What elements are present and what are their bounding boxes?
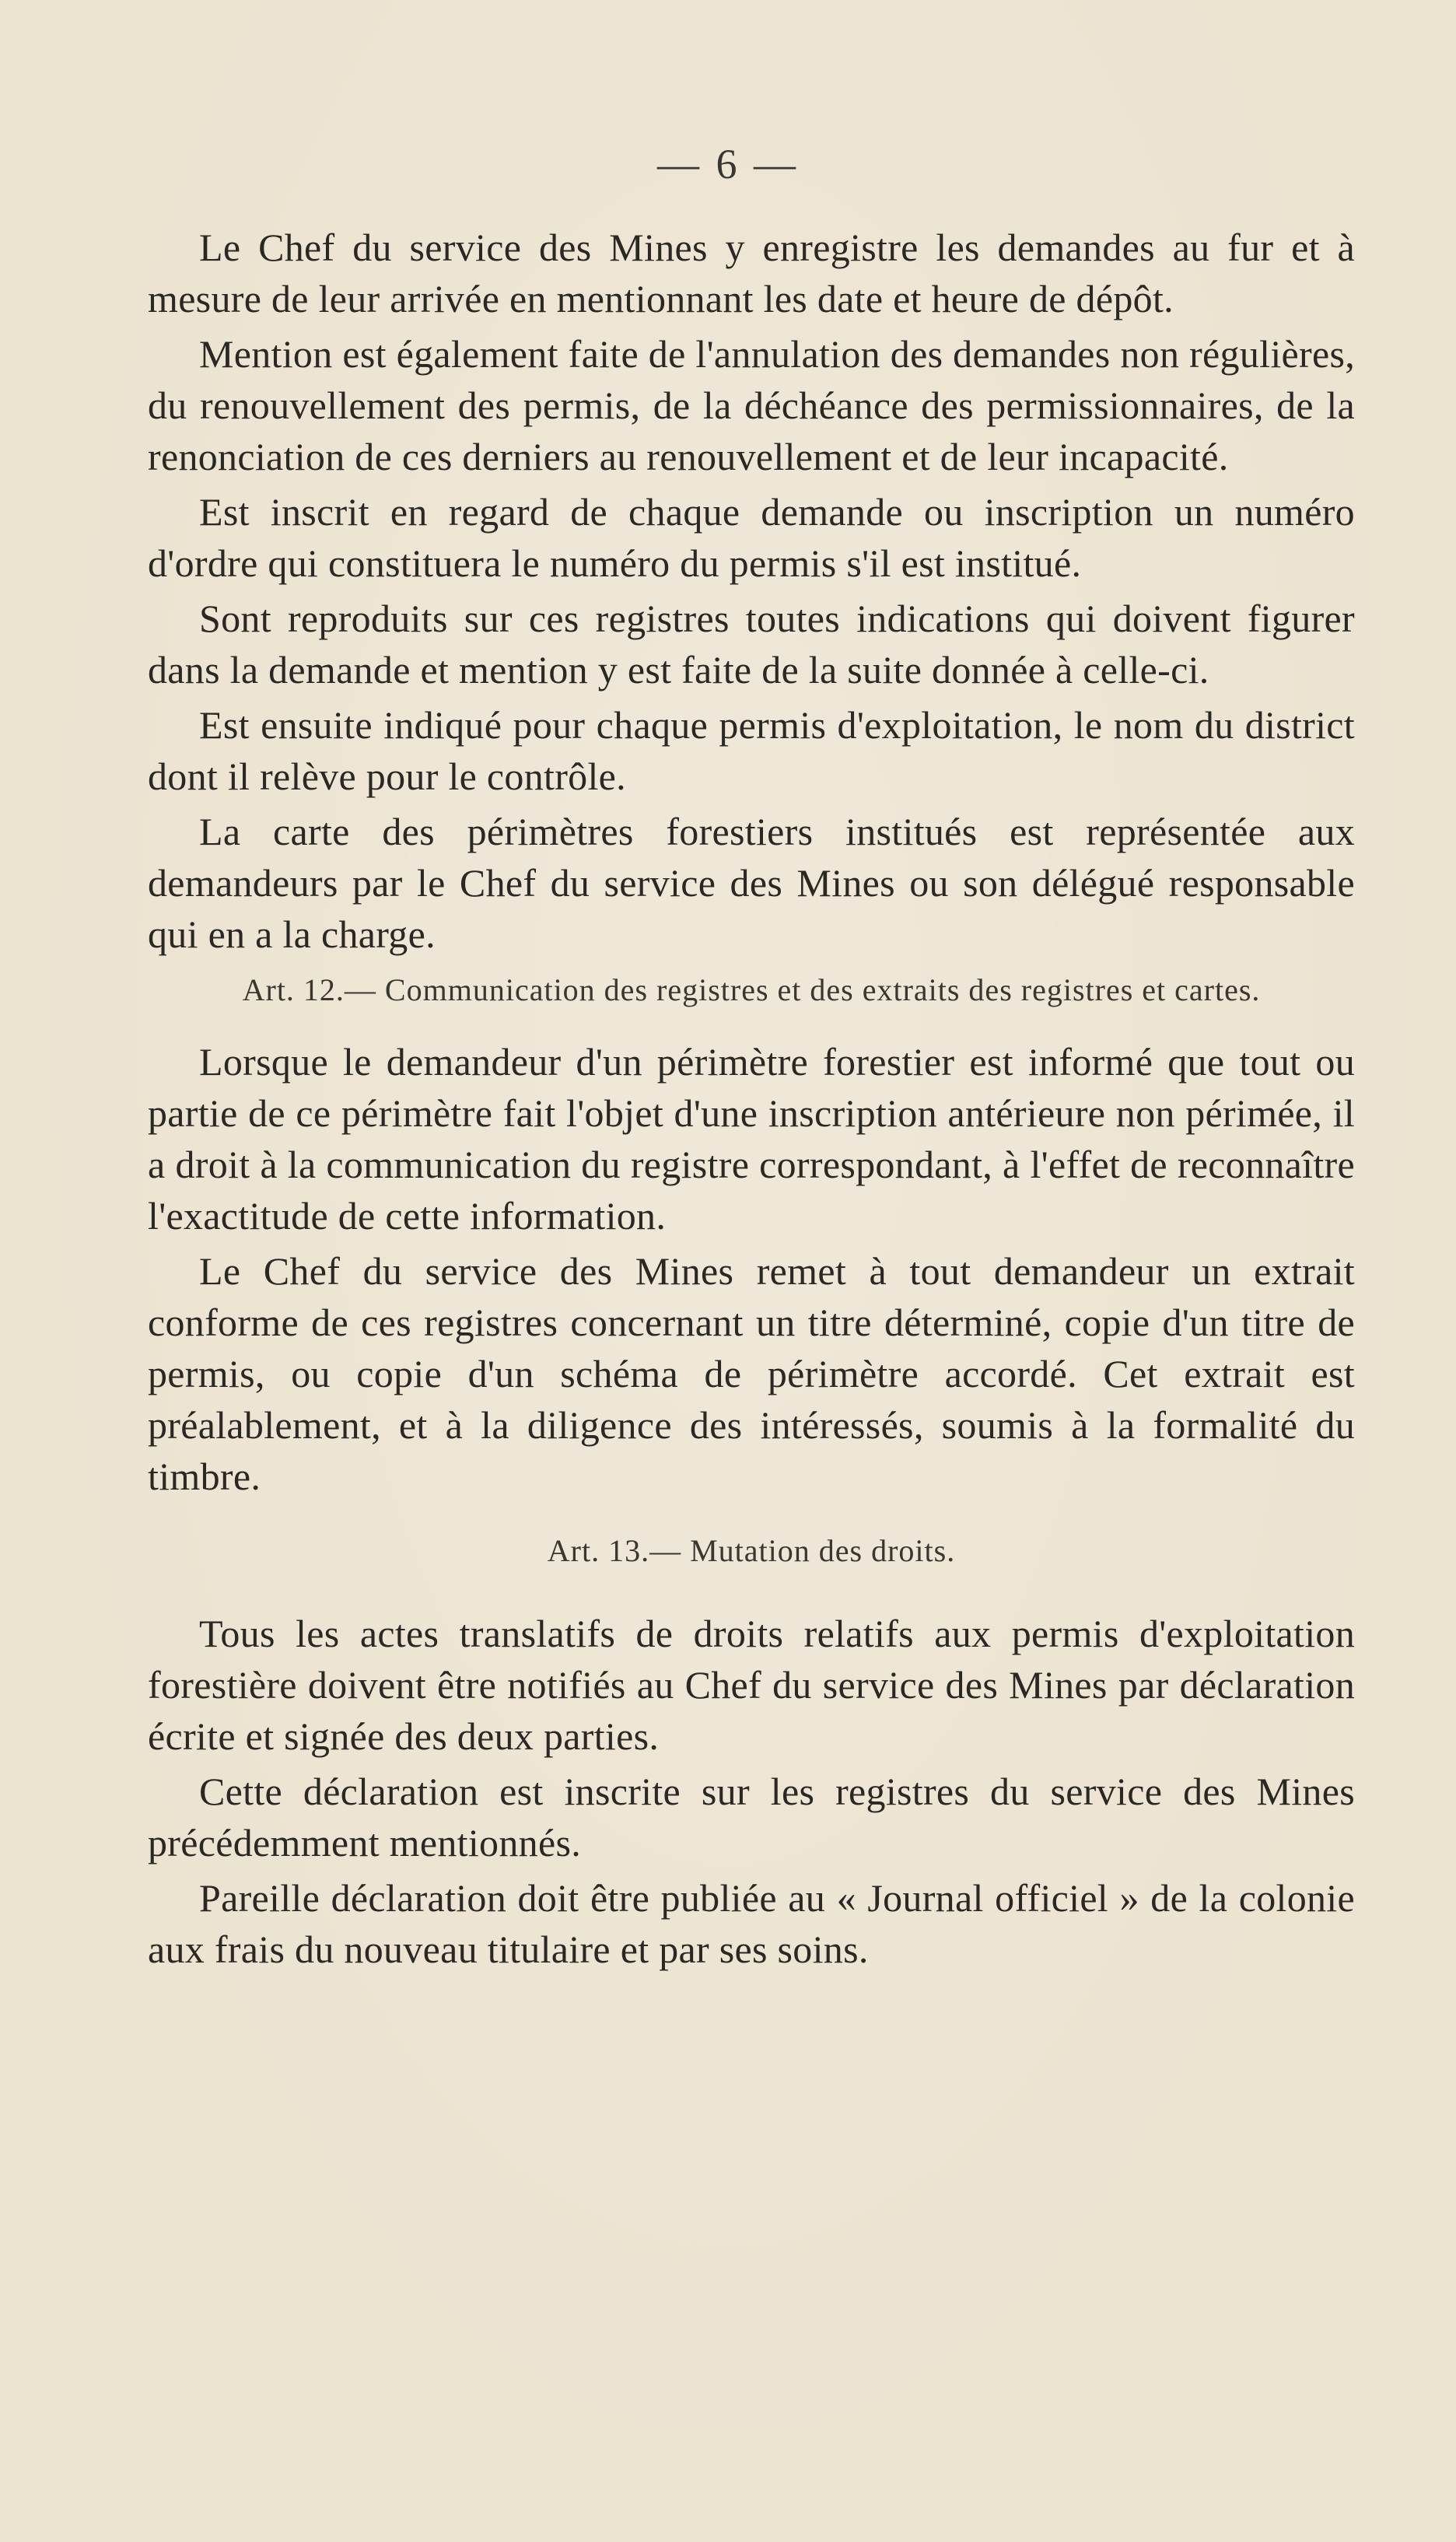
article-13-heading: Art. 13.— Mutation des droits.	[547, 1533, 956, 1568]
paragraph: Cette déclaration est inscrite sur les registres du service des Mines précédemment mentionnés.	[148, 1770, 1355, 1864]
article-12-heading: Art. 12.— Communication des registres et des extraits des registres et cartes.	[242, 972, 1261, 1007]
paragraph: Tous les actes translatifs de droits relatifs aux permis d'exploitation forestière doivent être notifiés au Chef du service des Mines par déclaration écrite et signée des deux parties.	[148, 1612, 1355, 1758]
paragraph: Le Chef du service des Mines y enregistre les demandes au fur et à mesure de leur arrivée en mentionnant les date et heure de dépôt.	[148, 226, 1355, 320]
paragraph: Lorsque le demandeur d'un périmètre forestier est informé que tout ou partie de ce périmètre fait l'objet d'une inscription antérieure non périmée, il a droit à la communication du registre correspondant, à l'effet de reconnaître l'exactitude de cette information.	[148, 1040, 1355, 1238]
paragraph: Le Chef du service des Mines remet à tout demandeur un extrait conforme de ces registres concernant un titre déterminé, copie d'un titre de permis, ou copie d'un schéma de périmètre accordé. Cet extrait est préalablement, et à la diligence des intéressés, soumis à la formalité du timbre.	[148, 1249, 1355, 1498]
paragraph: Est ensuite indiqué pour chaque permis d'exploitation, le nom du district dont il relève pour le contrôle.	[148, 703, 1355, 798]
paragraph: Est inscrit en regard de chaque demande ou inscription un numéro d'ordre qui constituera le numéro du permis s'il est institué.	[148, 490, 1355, 585]
page-number: — 6 —	[657, 141, 799, 187]
body-text	[148, 222, 1355, 1979]
paragraph: La carte des périmètres forestiers institués est représentée aux demandeurs par le Chef du service des Mines ou son délégué responsable qui en a la charge.	[148, 810, 1355, 956]
paragraph: Sont reproduits sur ces registres toutes indications qui doivent figurer dans la demande et mention y est faite de la suite donnée à celle-ci.	[148, 597, 1355, 692]
paragraph: Pareille déclaration doit être publiée au « Journal officiel » de la colonie aux frais du nouveau titulaire et par ses soins.	[148, 1876, 1355, 1971]
paragraph: Mention est également faite de l'annulation des demandes non régulières, du renouvellement des permis, de la déchéance des permissionnaires, de la renonciation de ces derniers au renouvellement et de leur incapacité.	[148, 332, 1355, 478]
